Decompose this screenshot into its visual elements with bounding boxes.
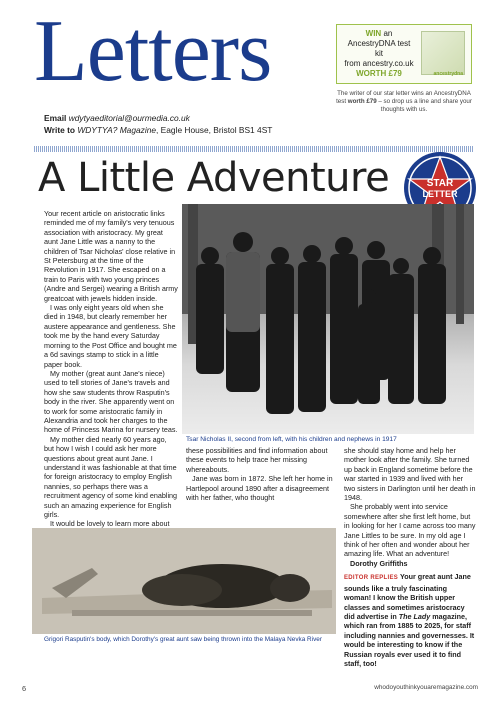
article-column-3 [344, 446, 476, 668]
win-label: WIN [365, 29, 382, 38]
col1-paragraph-3: My mother (great aunt Jane's niece) used to tell stories of Jane's travels and how she saw students throw Rasputin's body in the river. She apparently went on to work for some aristocratic family in Alexandria and took her charges to the home of Princess Marina for nursery teas. [44, 368, 178, 435]
photo1-caption: Tsar Nicholas II, second from left, with his children and nephews in 1917 [186, 436, 397, 443]
write-line [44, 124, 272, 136]
page-number: 6 [22, 684, 27, 693]
editor-reply-italic: The Lady [398, 611, 431, 621]
badge-line1: STAR [426, 178, 454, 189]
win-note [336, 90, 472, 114]
col1-paragraph-1: Your recent article on aristocratic links reminded me of my family's very tenuous association with aristocracy. My great aunt Jane Little was a nanny to the children of Tsar Nicholas' close relative in St Petersburg at the time of the Revolution in 1917. She escaped on a train to Paris with two young princes (Andre and Sergei) wearing a British army greatcoat with jewels hidden inside. [44, 209, 178, 303]
write-address: , Eagle House, Bristol BS1 4ST [156, 125, 273, 135]
win-note-start: The writer of our star letter wins an AncestryDNA test [336, 90, 471, 105]
article-column-2 [186, 446, 336, 502]
editor-reply-end: magazine, which ran from 1885 to 2025, for staff including nannies and governesses. It would be interesting to know if the Russian royals ever used it to find staff, too! [344, 611, 475, 668]
editor-replies-tag: EDITOR REPLIES [344, 575, 399, 582]
win-worth: WORTH £79 [356, 69, 402, 78]
tsar-family-illustration [182, 204, 474, 434]
col1-paragraph-4: My mother died nearly 60 years ago, but how I wish I could ask her more questions about great aunt Jane. I understand it was fashionable at that time for foreign aristocracy to employ English nannies, so perhaps there was a recruitment agency of some kind enabling such an amazing experience for English girls. [44, 434, 178, 519]
ancestrydna-logo: ancestrydna [433, 71, 463, 77]
col3-paragraph-1: she should stay home and help her mother look after the family. She turned up back in England sometime before the war started in 1939 and lived with her two sisters in Darlington until her death in 1948. [344, 446, 476, 503]
win-box [336, 24, 472, 84]
article-headline: A Little Adventure [38, 155, 390, 201]
article-column-1 [44, 209, 178, 529]
win-line3: from ancestry.co.uk [344, 59, 414, 68]
col1-paragraph-5: It would be lovely to learn more about [50, 519, 170, 529]
email-line [44, 112, 272, 124]
col1-paragraph-2: I was only eight years old when she died in 1948, but clearly remember her austere appearance and gentleness. She took me by the hand every Saturday morning to the Post Office and bought me a 6d savings stamp to stick in a little paper book. [44, 303, 177, 369]
email-address[interactable]: wdytyaeditorial@ourmedia.co.uk [68, 113, 190, 123]
email-label: Email [44, 113, 67, 123]
col2-paragraph-1: these possibilities and find information about these events to help trace her missing whereabouts. [186, 446, 328, 474]
editor-reply-start: Your great aunt Jane sounds like a truly fascinating woman! I know the British upper classes and sometimes aristocracy did advertise in [344, 572, 471, 621]
write-label: Write to [44, 125, 76, 135]
write-magazine: WDYTYA? Magazine [77, 125, 157, 135]
win-note-end: – so drop us a line and share your thoughts with us. [376, 98, 472, 113]
editor-reply [344, 572, 476, 668]
footer-url[interactable]: whodoyouthinkyouaremagazine.com [374, 684, 478, 691]
contact-info [44, 112, 272, 136]
col3-paragraph-2: She probably went into service somewhere after she first left home, but in looking for her I came across too many Jane Littles to be sure. In my old age I think of her often and wonder about her amazing life. What an adventure! [344, 502, 476, 559]
masthead-title: Letters [34, 3, 272, 100]
letter-signoff: Dorothy Griffiths [350, 558, 408, 568]
win-line2: AncestryDNA test kit [347, 39, 411, 58]
win-note-bold: worth £79 [347, 98, 377, 105]
tsar-family-photo [182, 204, 474, 434]
photo2-caption: Grigori Rasputin's body, which Dorothy's great aunt saw being thrown into the Malaya Nevka River [44, 636, 322, 643]
rasputin-photo [32, 528, 336, 634]
dna-kit-image [421, 31, 465, 75]
win-text [343, 29, 415, 79]
rasputin-illustration [32, 528, 336, 634]
badge-line2: LETTER [422, 189, 458, 199]
col2-paragraph-2: Jane was born in 1872. She left her home in Hartlepool around 1890 after a disagreement with her father, who thought [186, 474, 333, 503]
win-line1: an [383, 29, 393, 38]
